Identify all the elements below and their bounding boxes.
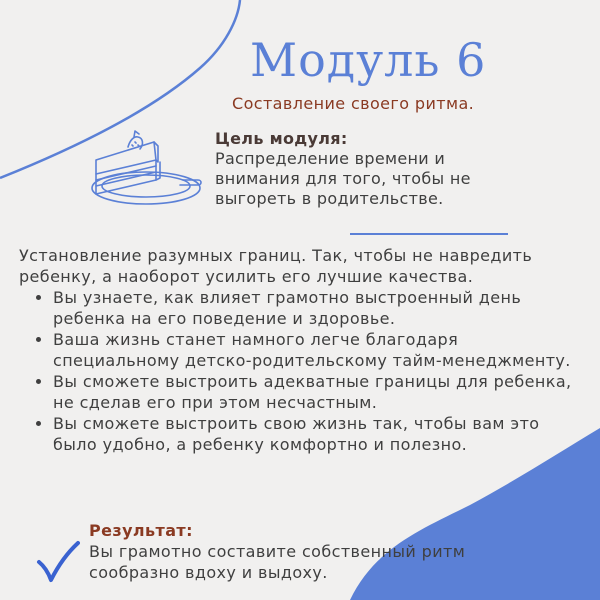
checkmark-icon [36, 540, 80, 584]
cake-slice-icon [88, 122, 208, 212]
list-item: • Вы сможете выстроить свою жизнь так, чтобы вам это было удобно, а ребенку комфортно и полезно. [53, 413, 589, 455]
page-title: Модуль 6 [250, 33, 487, 87]
intro-text: Установление разумных границ. Так, чтобы не навредить ребенку, а наоборот усилить его лучшие качества. [19, 246, 533, 286]
main-content [19, 245, 589, 455]
list-item: • Вы сможете выстроить адекватные границы для ребенка, не сделав его при этом несчастным. [53, 371, 589, 413]
divider [350, 233, 508, 235]
list-item: • Вы узнаете, как влияет грамотно выстроенный день ребенка на его поведение и здоровье. [53, 287, 589, 329]
result-text: Вы грамотно составите собственный ритм сообразно вдоху и выдоху. [89, 542, 466, 582]
goal-label: Цель модуля: [215, 129, 348, 148]
benefits-list [19, 287, 589, 455]
page-subtitle: Составление своего ритма. [232, 94, 475, 113]
list-item: • Ваша жизнь станет намного легче благодаря специальному детско-родительскому тайм-менеджменту. [53, 329, 589, 371]
result-label: Результат: [89, 521, 193, 540]
goal-text: Распределение времени и внимания для того, чтобы не выгореть в родительстве. [215, 149, 471, 208]
